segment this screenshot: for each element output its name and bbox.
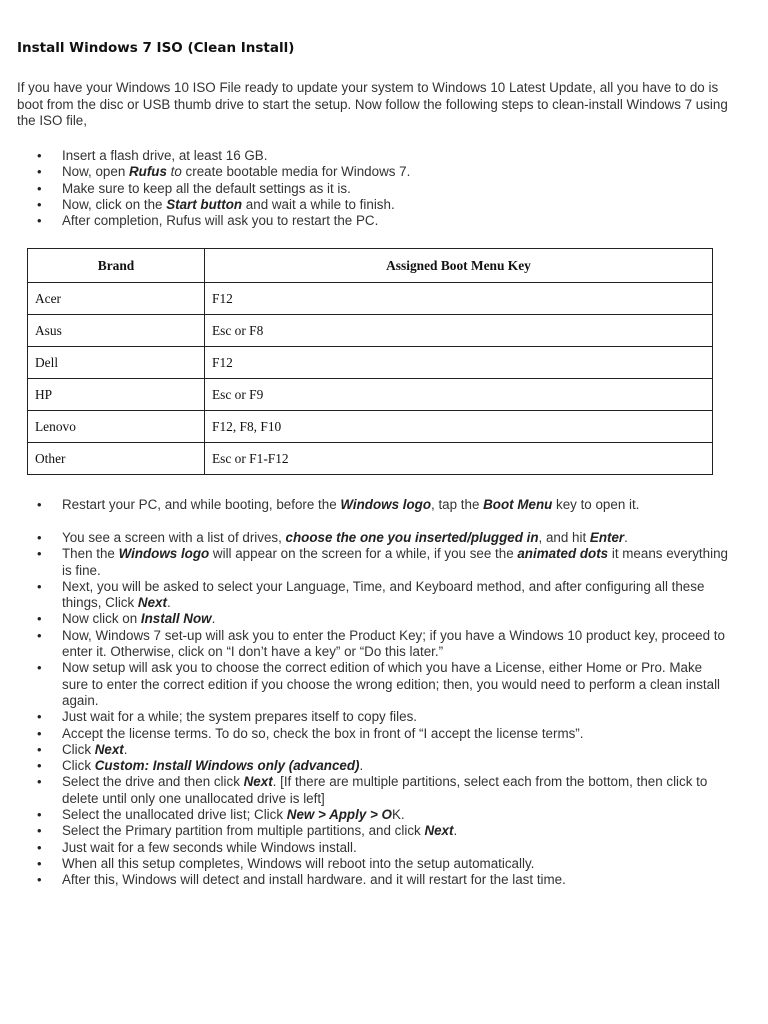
list-item	[0, 807, 768, 823]
emphasis-text: Windows logo	[340, 497, 432, 512]
list-item-text: create bootable media for Windows 7.	[181, 164, 411, 180]
brand-cell: Lenovo	[28, 411, 205, 443]
list-item	[0, 660, 768, 709]
list-item-text: .	[624, 530, 628, 545]
boot-key-cell: Esc or F1-F12	[205, 443, 713, 475]
list-item-text: Now, Windows 7 set-up will ask you to enter the Product Key; if you have a Windows 10 product key, proceed to enter it. Otherwise, click on “I don’t have a key” or “Do this later.”	[62, 627, 725, 660]
emphasis-text: Rufus	[129, 164, 167, 180]
list-item-text: Accept the license terms. To do so, check the box in front of “I accept the license terms”.	[62, 725, 584, 741]
list-item	[0, 148, 768, 164]
steps-list-1	[0, 148, 768, 229]
brand-cell: Dell	[28, 347, 205, 379]
list-item-text: Then the	[62, 546, 119, 562]
list-item-text: Just wait for a few seconds while Windows install.	[62, 839, 357, 855]
list-item-text: key to open it.	[552, 497, 640, 512]
emphasis-text: Start button	[166, 196, 243, 212]
emphasis-text: Windows logo	[118, 546, 210, 562]
emphasis-text: Install Now	[140, 611, 212, 627]
list-item-text: Next, you will be asked to select your Language, Time, and Keyboard method, and after configuring all these things, Click	[62, 578, 705, 611]
list-item-text: Make sure to keep all the default settings as it is.	[62, 180, 351, 196]
emphasis-text: choose the one you inserted/plugged in	[285, 530, 539, 545]
list-item	[0, 840, 768, 856]
table-row	[28, 379, 713, 411]
steps-list-2	[0, 497, 768, 513]
list-item-text: .	[453, 823, 458, 839]
brand-cell: Other	[28, 443, 205, 475]
list-item-text: Now, click on the	[62, 196, 167, 212]
list-item-text: .	[123, 741, 128, 757]
list-item	[0, 611, 768, 627]
list-item	[0, 579, 768, 612]
boot-key-cell: F12	[205, 347, 713, 379]
list-item-text: and wait a while to finish.	[242, 196, 395, 212]
boot-key-cell: Esc or F8	[205, 315, 713, 347]
list-item-text: Click	[62, 741, 95, 757]
list-item	[0, 726, 768, 742]
emphasis-text: Next	[94, 741, 124, 757]
intro-paragraph: If you have your Windows 10 ISO File ready to update your system to Windows 10 Latest Update, all you have to do is boot from the disc or USB thumb drive to start the setup. Now follow the following steps to clean-install Windows 7 using the ISO file,	[17, 80, 728, 128]
emphasis-text: Next	[424, 823, 454, 839]
boot-menu-key-table	[27, 248, 713, 475]
boot-key-cell: F12	[205, 283, 713, 315]
boot-key-cell: F12, F8, F10	[205, 411, 713, 443]
table-row	[28, 347, 713, 379]
emphasis-text: Next	[137, 595, 167, 611]
table-header-row	[28, 249, 713, 283]
emphasis-text: animated dots	[517, 546, 609, 562]
list-item-text: , and hit	[538, 530, 590, 545]
boot-key-cell: Esc or F9	[205, 379, 713, 411]
list-item-text: Select the unallocated drive list; Click	[62, 807, 287, 823]
list-item	[0, 530, 768, 546]
list-item	[0, 628, 768, 661]
table-row	[28, 443, 713, 475]
brand-cell: Acer	[28, 283, 205, 315]
list-item-text: K.	[391, 807, 405, 823]
list-item-text: Just wait for a while; the system prepares itself to copy files.	[62, 709, 417, 725]
list-item-text: Now, open	[62, 164, 129, 180]
emphasis-text: Enter	[589, 530, 625, 545]
list-item-text: You see a screen with a list of drives,	[62, 530, 286, 545]
emphasis-text: Custom: Install Windows only (advanced)	[94, 758, 360, 774]
list-item	[0, 546, 768, 579]
list-item-text: , tap the	[431, 497, 484, 512]
brand-cell: HP	[28, 379, 205, 411]
list-item-text: Restart your PC, and while booting, before the	[62, 497, 341, 512]
list-item	[0, 774, 768, 807]
list-item	[0, 164, 768, 180]
list-item-text: After completion, Rufus will ask you to restart the PC.	[62, 213, 379, 229]
list-item-text: Select the Primary partition from multiple partitions, and click	[62, 823, 425, 839]
table-row	[28, 283, 713, 315]
italic-text: to	[166, 164, 182, 180]
list-item	[0, 856, 768, 872]
list-item	[0, 709, 768, 725]
list-item-text: Select the drive and then click	[62, 774, 244, 790]
list-item-text: Now setup will ask you to choose the correct edition of which you have a License, either Home or Pro. Make sure to enter the correct edition if you choose the wrong edition; then, you would need to perform a clean install again.	[62, 660, 721, 708]
page-title: Install Windows 7 ISO (Clean Install)	[17, 40, 295, 56]
list-item-text: Click	[62, 758, 95, 774]
list-item-text: Insert a flash drive, at least 16 GB.	[62, 148, 268, 163]
list-item-text: .	[166, 595, 171, 611]
list-item-text: will appear on the screen for a while, if you see the	[209, 546, 518, 562]
list-item	[0, 758, 768, 774]
brand-cell: Asus	[28, 315, 205, 347]
list-item	[0, 742, 768, 758]
list-item	[0, 872, 768, 888]
list-item-text: .	[359, 758, 364, 774]
list-item-text: After this, Windows will detect and install hardware. and it will restart for the last time.	[62, 872, 566, 888]
emphasis-text: Boot Menu	[483, 497, 553, 512]
list-item	[0, 197, 768, 213]
list-item-text: When all this setup completes, Windows will reboot into the setup automatically.	[62, 855, 535, 871]
list-item-text: it means everything is fine.	[62, 546, 728, 578]
column-header-boot-key: Assigned Boot Menu Key	[205, 249, 713, 283]
emphasis-text: Next	[243, 774, 273, 790]
list-item	[0, 213, 768, 229]
list-item	[0, 823, 768, 839]
table-row	[28, 411, 713, 443]
list-item-text: Now click on	[62, 611, 141, 627]
steps-list-3	[0, 530, 768, 889]
column-header-brand: Brand	[28, 249, 205, 283]
list-item-text: .	[211, 611, 216, 627]
emphasis-text: New > Apply > O	[286, 807, 392, 823]
list-item	[0, 497, 768, 513]
list-item-text: . [If there are multiple partitions, select each from the bottom, then click to delete until only one unallocated drive is left]	[62, 774, 708, 806]
table-row	[28, 315, 713, 347]
list-item	[0, 181, 768, 197]
